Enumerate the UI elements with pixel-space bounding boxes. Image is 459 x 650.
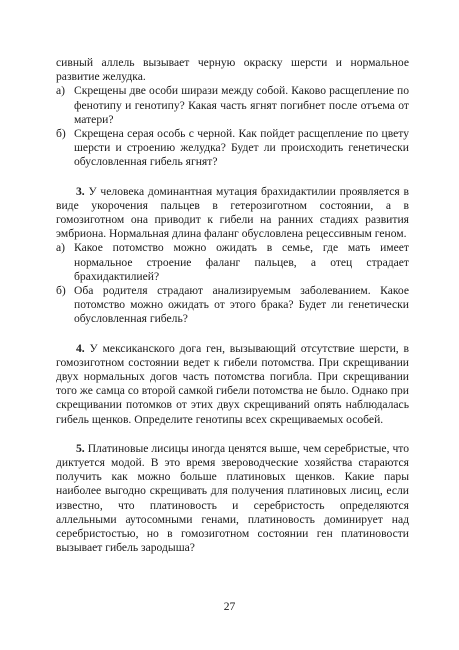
problem-text: У человека доминантная мутация брахидактилии проявляется в виде укорочения пальцев в гетерозиготном состоянии, а в гомозиготном она приводит к гибели на ранних стадиях развития эмбриона. Нормальная длина фаланг обусловлена рецессивным геном. [56,184,409,241]
item-text: Какое потомство можно ожидать в семье, где мать имеет нормальное строение фаланг пальцев, а отец страдает брахидактилией? [74,241,409,283]
problem-text: Платиновые лисицы иногда ценятся выше, чем серебристые, что диктуется модой. В это время звероводческие хозяйства стараются получить как можно больше платиновых щенков. Какие пары наиболее выгодно скрещивать для получения платиновых лисиц, если известно, что платиновость и серебристость определяются аллельными аутосомными генами, платиновость доминирует над серебристостью, но в гомозиготном состоянии ген платиновости вызывает гибель зародыша? [56,441,409,555]
problem-number: 5. [76,441,85,455]
problem4-paragraph [56,342,409,427]
item-marker: а) [56,84,66,98]
problem-number: 3. [76,184,85,198]
problem3-item-a [56,241,409,284]
item-text: Скрещены две особи ширази между собой. Каково расщепление по фенотипу и генотипу? Какая часть ягнят погибнет после отъема от матери? [74,84,409,126]
problem3-paragraph [56,185,409,242]
problem2-item-a [56,84,409,127]
problem2-item-b [56,127,409,170]
item-marker: а) [56,241,66,255]
problem-number: 4. [76,341,85,355]
problem-text: У мексиканского дога ген, вызывающий отсутствие шерсти, в гомозиготном состоянии ведет к гибели потомства. При скрещивании двух нормальных догов часть потомства погибла. При скрещивании того же самца со второй самкой гибели потомства не было. Однако при скрещивании потомков от этих двух скрещиваний опять наблюдалась гибель щенков. Определите генотипы всех скрещиваемых особей. [56,341,409,426]
item-text: Оба родителя страдают анализируемым заболеванием. Какое потомство можно ожидать от этого брака? Будет ли генетически обусловленная гибель? [74,284,409,326]
item-text: Скрещена серая особь с черной. Как пойдет расщепление по цвету шерсти и строению желудка? Будет ли происходить генетически обусловленная гибель ягнят? [74,127,409,169]
item-marker: б) [56,284,66,298]
item-marker: б) [56,127,66,141]
problem3-item-b [56,284,409,327]
problem5-paragraph [56,442,409,556]
intro-continued-paragraph: сивный аллель вызывает черную окраску шерсти и нормальное развитие желудка. [56,56,409,84]
page-number: 27 [223,600,236,613]
